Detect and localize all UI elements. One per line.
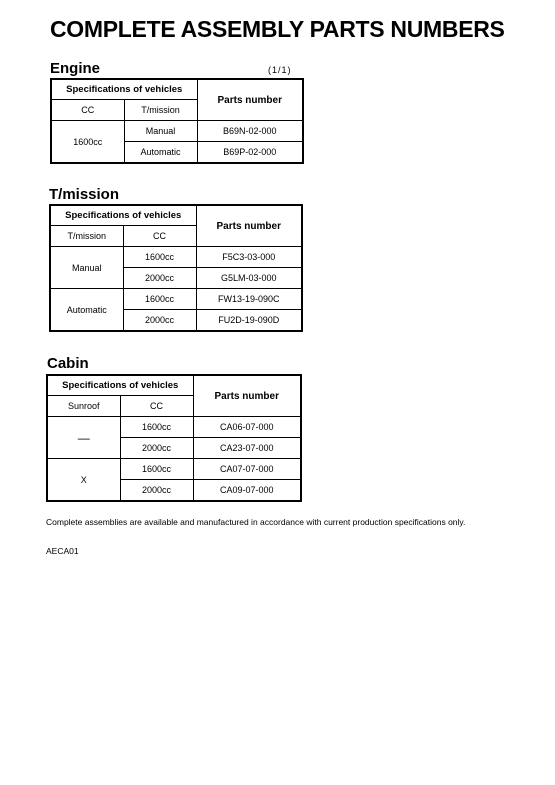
spec-cell: Manual	[124, 121, 197, 142]
cabin-heading: Cabin	[47, 355, 89, 372]
group-label: Automatic	[50, 289, 123, 332]
spec-cell: 2000cc	[123, 310, 196, 332]
part-number-cell: CA23-07-000	[193, 438, 301, 459]
part-number-cell: CA06-07-000	[193, 417, 301, 438]
spec-cell: 1600cc	[120, 417, 193, 438]
spec-cell: 2000cc	[120, 480, 193, 502]
page-title: COMPLETE ASSEMBLY PARTS NUMBERS	[50, 16, 505, 42]
spec-header: Specifications of vehicles	[51, 79, 197, 100]
part-number-cell: G5LM-03-000	[196, 268, 302, 289]
group-label: X	[47, 459, 120, 502]
parts-number-header: Parts number	[197, 79, 303, 121]
engine-heading: Engine	[50, 60, 101, 77]
engine-table	[50, 78, 304, 164]
column-header-cc: CC	[51, 100, 124, 121]
column-header-cc: CC	[120, 396, 193, 417]
spec-cell: 1600cc	[120, 459, 193, 480]
spec-cell: 2000cc	[120, 438, 193, 459]
group-label: —	[47, 417, 120, 459]
group-label: 1600cc	[51, 121, 124, 164]
part-number-cell: CA07-07-000	[193, 459, 301, 480]
footnote: Complete assemblies are available and manufactured in accordance with current production specifications only.	[46, 517, 466, 527]
cabin-table	[46, 374, 302, 502]
column-header-cc: CC	[123, 226, 196, 247]
group-label: Manual	[50, 247, 123, 289]
part-number-cell: FU2D-19-090D	[196, 310, 302, 332]
part-number-cell: B69P-02-000	[197, 142, 303, 164]
tmission-table	[49, 204, 303, 332]
column-header-tmission: T/mission	[50, 226, 123, 247]
part-number-cell: F5C3-03-000	[196, 247, 302, 268]
spec-cell: 1600cc	[123, 247, 196, 268]
document-code: AECA01	[46, 546, 79, 556]
spec-cell: Automatic	[124, 142, 197, 164]
tmission-heading: T/mission	[49, 186, 120, 203]
column-header-sunroof: Sunroof	[47, 396, 120, 417]
spec-cell: 2000cc	[123, 268, 196, 289]
part-number-cell: CA09-07-000	[193, 480, 301, 502]
spec-header: Specifications of vehicles	[47, 375, 193, 396]
spec-cell: 1600cc	[123, 289, 196, 310]
parts-number-header: Parts number	[196, 205, 302, 247]
column-header-tmission: T/mission	[124, 100, 197, 121]
page-indicator: (1/1)	[268, 65, 292, 75]
spec-header: Specifications of vehicles	[50, 205, 196, 226]
part-number-cell: B69N-02-000	[197, 121, 303, 142]
part-number-cell: FW13-19-090C	[196, 289, 302, 310]
parts-number-header: Parts number	[193, 375, 301, 417]
